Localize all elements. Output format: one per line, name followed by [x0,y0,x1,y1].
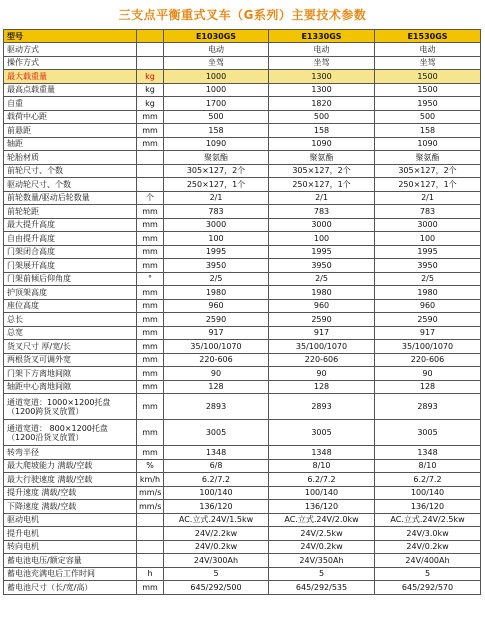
row-label: 下降速度 满载/空载 [4,500,137,514]
row-label: 最大爬坡能力 满载/空载 [4,459,137,473]
row-label: 通道宽道： 800×1200托盘 （1200沿货叉放置） [4,420,137,446]
header-model-label: 型号 [4,30,137,43]
row-value: 2/5 [269,272,375,286]
row-value: 783 [164,205,269,219]
row-value: 电动 [164,43,269,57]
row-label: 最大载重量 [4,70,137,84]
table-row [4,581,481,595]
row-value: 24V/0.2kw [164,540,269,554]
row-unit: mm [137,420,164,446]
row-value: 2/1 [269,191,375,205]
row-value: 35/100/1070 [375,340,481,354]
table-row [4,56,481,70]
row-value: 1348 [164,446,269,460]
row-value: 1090 [269,137,375,151]
row-value: 1995 [375,245,481,259]
row-unit: kg [137,83,164,97]
row-value: 1700 [164,97,269,111]
row-label: 轮胎材质 [4,151,137,165]
row-label: 门架下方离地间隙 [4,367,137,381]
row-value: 1090 [164,137,269,151]
row-label: 前轮数量/驱动后轮数量 [4,191,137,205]
row-value: 24V/400Ah [375,554,481,568]
row-unit: mm [137,581,164,595]
row-label: 最大行驶速度 满载/空载 [4,473,137,487]
table-row [4,540,481,554]
row-value: 3950 [164,259,269,273]
row-value: 5 [375,567,481,581]
row-value: 2590 [269,313,375,327]
row-value: 2590 [375,313,481,327]
row-value: 1995 [164,245,269,259]
row-value: 2/1 [164,191,269,205]
row-value: 783 [375,205,481,219]
row-value: 聚氨酯 [269,151,375,165]
row-label: 自由提升高度 [4,232,137,246]
row-value: AC.立式.24V/1.5kw [164,513,269,527]
row-value: 3950 [269,259,375,273]
row-value: 500 [375,110,481,124]
row-label: 门架前倾后仰角度 [4,272,137,286]
table-row [4,164,481,178]
row-label: 前轮尺寸、个数 [4,164,137,178]
row-value: 220-606 [269,353,375,367]
row-value: 645/292/535 [269,581,375,595]
row-unit: mm [137,394,164,420]
row-label: 蓄电池充满电后工作时间 [4,567,137,581]
row-value: 305×127，2个 [269,164,375,178]
row-label: 蓄电池电压/额定容量 [4,554,137,568]
row-value: 2893 [269,394,375,420]
table-row [4,554,481,568]
row-value: 500 [164,110,269,124]
table-row [4,286,481,300]
row-label: 前轮轮距 [4,205,137,219]
row-unit: mm [137,232,164,246]
row-label: 通道宽道：1000×1200托盘 （1200跨货叉放置） [4,394,137,420]
table-row [4,567,481,581]
row-value: 1348 [269,446,375,460]
row-value: 917 [269,326,375,340]
row-label: 门架闭合高度 [4,245,137,259]
header-model-e1030gs: E1030GS [164,30,269,43]
row-value: 5 [269,567,375,581]
row-value: 24V/0.2kw [375,540,481,554]
table-row [4,313,481,327]
row-unit [137,164,164,178]
row-value: 136/120 [164,500,269,514]
row-unit [137,43,164,57]
spec-table [3,29,481,595]
table-row [4,43,481,57]
row-value: 305×127，2个 [164,164,269,178]
row-value: 250×127，1个 [269,178,375,192]
row-value: 136/120 [269,500,375,514]
row-value: 1300 [269,70,375,84]
row-label: 前悬距 [4,124,137,138]
table-row [4,299,481,313]
row-value: 917 [164,326,269,340]
row-unit: mm [137,380,164,394]
row-value: 220-606 [164,353,269,367]
row-value: 2893 [375,394,481,420]
row-value: 960 [375,299,481,313]
table-row [4,178,481,192]
table-row [4,527,481,541]
row-value: 305×127，2个 [375,164,481,178]
row-value: 128 [269,380,375,394]
row-unit: mm [137,313,164,327]
row-value: 1995 [269,245,375,259]
table-row [4,394,481,420]
row-value: 8/10 [375,459,481,473]
row-value: 1000 [164,70,269,84]
row-label: 自重 [4,97,137,111]
row-unit: mm/s [137,500,164,514]
row-value: 250×127，1个 [375,178,481,192]
row-value: 6.2/7.2 [375,473,481,487]
row-unit: h [137,567,164,581]
row-value: 聚氨酯 [375,151,481,165]
page-title: 三支点平衡重式叉车（G系列）主要技术参数 [118,8,367,22]
header-unit [137,30,164,43]
row-value: 645/292/570 [375,581,481,595]
row-label: 驱动方式 [4,43,137,57]
table-row [4,259,481,273]
row-value: 1950 [375,97,481,111]
row-value: 90 [164,367,269,381]
row-value: 1000 [164,83,269,97]
row-unit: mm [137,446,164,460]
row-value: 645/292/500 [164,581,269,595]
row-value: 100/140 [375,486,481,500]
row-value: 100 [375,232,481,246]
row-unit [137,178,164,192]
table-row [4,380,481,394]
table-row [4,232,481,246]
table-row [4,420,481,446]
row-value: 24V/300Ah [164,554,269,568]
row-label: 提升速度 满载/空载 [4,486,137,500]
row-unit [137,540,164,554]
row-unit: 个 [137,191,164,205]
row-value: 聚氨酯 [164,151,269,165]
row-value: 6/8 [164,459,269,473]
row-label: 两根货叉可调外宽 [4,353,137,367]
table-row [4,218,481,232]
table-row [4,97,481,111]
row-unit: mm [137,205,164,219]
row-value: 1500 [375,70,481,84]
row-unit: % [137,459,164,473]
row-unit [137,151,164,165]
row-unit: mm [137,353,164,367]
row-label: 转向电机 [4,540,137,554]
row-value: 3000 [269,218,375,232]
row-unit: mm [137,259,164,273]
row-value: 5 [164,567,269,581]
table-row [4,446,481,460]
row-label: 转弯半径 [4,446,137,460]
row-value: 960 [269,299,375,313]
table-row [4,137,481,151]
row-value: AC.立式.24V/2.5kw [375,513,481,527]
row-value: 1348 [375,446,481,460]
row-label: 最高点载重量 [4,83,137,97]
row-value: 100 [164,232,269,246]
row-label: 座位高度 [4,299,137,313]
table-row [4,70,481,84]
table-row [4,353,481,367]
row-label: 驱动电机 [4,513,137,527]
row-value: 100 [269,232,375,246]
table-row [4,500,481,514]
row-value: 158 [269,124,375,138]
row-value: 1500 [375,83,481,97]
row-value: AC.立式.24V/2.0kw [269,513,375,527]
table-row [4,245,481,259]
row-value: 1980 [375,286,481,300]
table-row [4,367,481,381]
row-value: 1090 [375,137,481,151]
row-value: 960 [164,299,269,313]
row-value: 100/140 [164,486,269,500]
row-value: 2/1 [375,191,481,205]
row-label: 蓄电池尺寸（长/宽/高） [4,581,137,595]
row-unit: km/h [137,473,164,487]
row-value: 24V/2.2kw [164,527,269,541]
row-value: 3005 [269,420,375,446]
row-unit: mm [137,299,164,313]
row-label: 货叉尺寸 厚/宽/长 [4,340,137,354]
row-label: 护顶架高度 [4,286,137,300]
row-value: 250×127，1个 [164,178,269,192]
row-value: 24V/3.0kw [375,527,481,541]
row-value: 坐驾 [164,56,269,70]
table-row [4,151,481,165]
row-unit: mm [137,110,164,124]
row-value: 90 [269,367,375,381]
row-value: 3950 [375,259,481,273]
row-unit: ° [137,272,164,286]
row-value: 3005 [164,420,269,446]
row-label: 驱动轮尺寸、个数 [4,178,137,192]
row-value: 2590 [164,313,269,327]
table-row [4,272,481,286]
row-label: 总长 [4,313,137,327]
row-value: 500 [269,110,375,124]
row-unit: kg [137,70,164,84]
row-value: 1980 [164,286,269,300]
row-value: 24V/0.2kw [269,540,375,554]
header-model-e1530gs: E1530GS [375,30,481,43]
row-label: 轴距 [4,137,137,151]
row-unit: mm [137,218,164,232]
row-unit [137,56,164,70]
row-value: 136/120 [375,500,481,514]
row-value: 2/5 [164,272,269,286]
table-row [4,124,481,138]
row-unit [137,527,164,541]
row-unit: mm [137,286,164,300]
table-row [4,326,481,340]
row-unit: mm [137,340,164,354]
table-row [4,513,481,527]
row-unit: mm [137,137,164,151]
row-value: 220-606 [375,353,481,367]
row-value: 1300 [269,83,375,97]
table-row [4,83,481,97]
row-value: 3000 [375,218,481,232]
table-row [4,459,481,473]
row-value: 158 [164,124,269,138]
row-value: 783 [269,205,375,219]
row-value: 128 [164,380,269,394]
row-value: 坐驾 [269,56,375,70]
row-label: 总宽 [4,326,137,340]
row-unit [137,513,164,527]
table-header-row [4,30,481,43]
header-model-e1330gs: E1330GS [269,30,375,43]
row-value: 24V/350Ah [269,554,375,568]
row-label: 最大提升高度 [4,218,137,232]
row-value: 3000 [164,218,269,232]
row-label: 提升电机 [4,527,137,541]
row-unit: kg [137,97,164,111]
row-value: 917 [375,326,481,340]
table-row [4,205,481,219]
table-row [4,486,481,500]
row-value: 90 [375,367,481,381]
row-value: 8/10 [269,459,375,473]
row-value: 100/140 [269,486,375,500]
row-unit: mm [137,124,164,138]
row-unit: mm/s [137,486,164,500]
row-value: 电动 [375,43,481,57]
row-unit: mm [137,326,164,340]
row-unit [137,554,164,568]
row-value: 35/100/1070 [269,340,375,354]
row-value: 1820 [269,97,375,111]
row-value: 158 [375,124,481,138]
row-value: 2/5 [375,272,481,286]
table-row [4,110,481,124]
table-row [4,191,481,205]
row-value: 35/100/1070 [164,340,269,354]
table-row [4,340,481,354]
row-value: 6.2/7.2 [164,473,269,487]
table-row [4,473,481,487]
row-label: 轴距中心离地间隙 [4,380,137,394]
row-value: 电动 [269,43,375,57]
row-unit: mm [137,367,164,381]
row-unit: mm [137,245,164,259]
row-value: 128 [375,380,481,394]
row-value: 6.2/7.2 [269,473,375,487]
row-value: 3005 [375,420,481,446]
row-label: 操作方式 [4,56,137,70]
row-value: 1980 [269,286,375,300]
row-value: 坐驾 [375,56,481,70]
row-value: 2893 [164,394,269,420]
row-label: 门架展开高度 [4,259,137,273]
row-label: 载荷中心距 [4,110,137,124]
row-value: 24V/2.5kw [269,527,375,541]
